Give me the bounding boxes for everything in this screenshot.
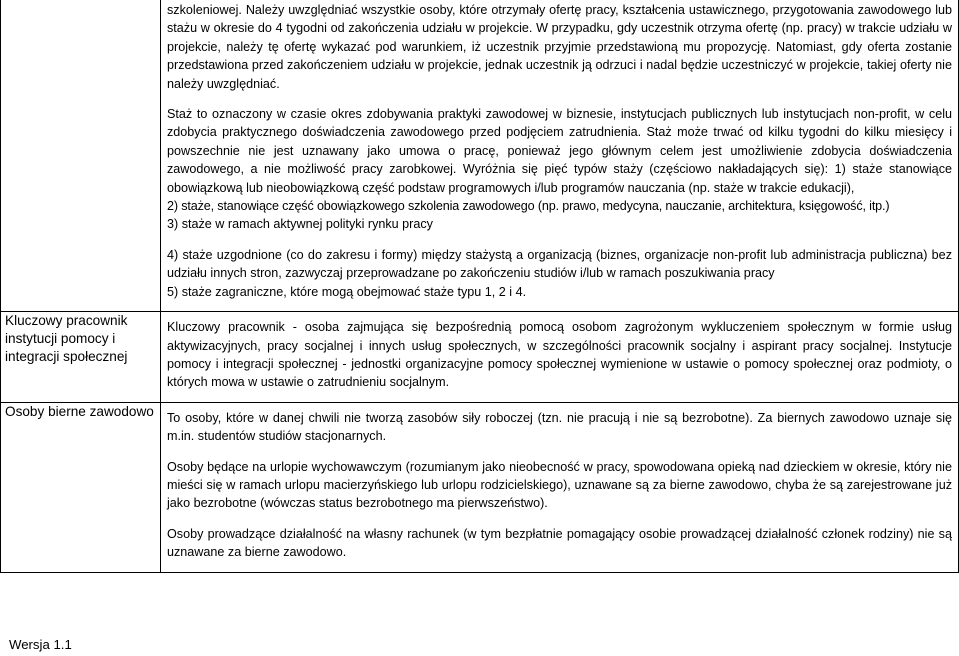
term-cell: Osoby bierne zawodowo — [1, 402, 161, 572]
definition-cell — [161, 402, 959, 572]
paragraph: 2) staże, stanowiące część obowiązkowego szkolenia zawodowego (np. prawo, medycyna, nauczanie, architektura, księgowość, itp.) — [167, 199, 890, 214]
paragraph: szkoleniowej. Należy uwzględniać wszystkie osoby, które otrzymały ofertę pracy, kształcenia ustawicznego, przygotowania zawodowego lub stażu w okresie do 4 tygodni od zakończenia udziału w projekcie. W przypadku, gdy uczestnik otrzyma ofertę (np. pracy) w trakcie udziału w projekcie, należy tę ofertę wykazać pod warunkiem, iż uczestnik przyjmie przedstawioną mu propozycję. Natomiast, gdy oferta zostanie przedstawiona przed zakończeniem udziału w projekcie, jednak uczestnik ją odrzuci i nadal będzie uczestniczyć w projekcie, takiej oferty nie należy uwzględniać. — [167, 3, 952, 91]
paragraph: 4) staże uzgodnione (co do zakresu i formy) między stażystą a organizacją (biznes, organizacje non-profit lub administracja publiczna) bez udziału innych stron, zazwyczaj przeprowadzane po zakończeniu studiów i/lub w ramach poszukiwania pracy — [167, 247, 952, 281]
table-row — [1, 312, 959, 403]
definition-cell — [161, 312, 959, 403]
definition-cell — [161, 0, 959, 312]
term-cell: Kluczowy pracownik instytucji pomocy i integracji społecznej — [1, 312, 161, 403]
paragraph: To osoby, które w danej chwili nie tworzą zasobów siły roboczej (tzn. nie pracują i nie są bezrobotne). Za biernych zawodowo uznaje się m.in. studentów studiów stacjonarnych. — [167, 410, 952, 444]
table-row — [1, 0, 959, 312]
table-row — [1, 402, 959, 572]
paragraph: Staż to oznaczony w czasie okres zdobywania praktyki zawodowej w biznesie, instytucjach publicznych lub instytucjach non-profit, w celu zdobycia praktycznego doświadczenia zawodowego przed podjęciem zatrudnienia. Staż może trwać od kilku tygodni do kilku miesięcy i powszechnie nie jest uznawany jako umowa o pracę, ponieważ jego głównym celem jest umożliwienie zdobycia doświadczenia zawodowego, a nie możliwość pracy zarobkowej. Wyróżnia się pięć typów staży (częściowo nakładających się): 1) staże stanowiące obowiązkową lub nieobowiązkową część podstaw programowych i/lub programów nauczania (np. staże w trakcie edukacji), — [167, 107, 952, 195]
paragraph: Osoby będące na urlopie wychowawczym (rozumianym jako nieobecność w pracy, spowodowana opieką nad dzieckiem w okresie, który nie mieści się w ramach urlopu macierzyńskiego lub urlopu rodzicielskiego), uznawane są za bierne zawodowo, chyba że są zarejestrowane już jako bezrobotne (wówczas status bezrobotnego ma pierwszeństwo). — [167, 459, 952, 511]
paragraph: 3) staże w ramach aktywnej polityki rynku pracy — [167, 217, 433, 232]
term-cell — [1, 0, 161, 312]
paragraph: Osoby prowadzące działalność na własny rachunek (w tym bezpłatnie pomagający osobie prowadzącej działalność członek rodziny) nie są uznawane za bierne zawodowo. — [167, 526, 952, 560]
paragraph: Kluczowy pracownik - osoba zajmująca się bezpośrednią pomocą osobom zagrożonym wykluczeniem społecznym w formie usług aktywizacyjnych, pracy socjalnej i innych usług społecznych, w szczególności pracownik socjalny i aspirant pracy socjalnej. Instytucje pomocy i integracji społecznej - jednostki organizacyjne pomocy społecznej wymienione w ustawie o pomocy społecznej oraz podmioty, o których mowa w ustawie o zatrudnieniu socjalnym. — [167, 320, 952, 390]
version-label: Wersja 1.1 — [9, 637, 72, 652]
paragraph: 5) staże zagraniczne, które mogą obejmować staże typu 1, 2 i 4. — [167, 284, 527, 299]
